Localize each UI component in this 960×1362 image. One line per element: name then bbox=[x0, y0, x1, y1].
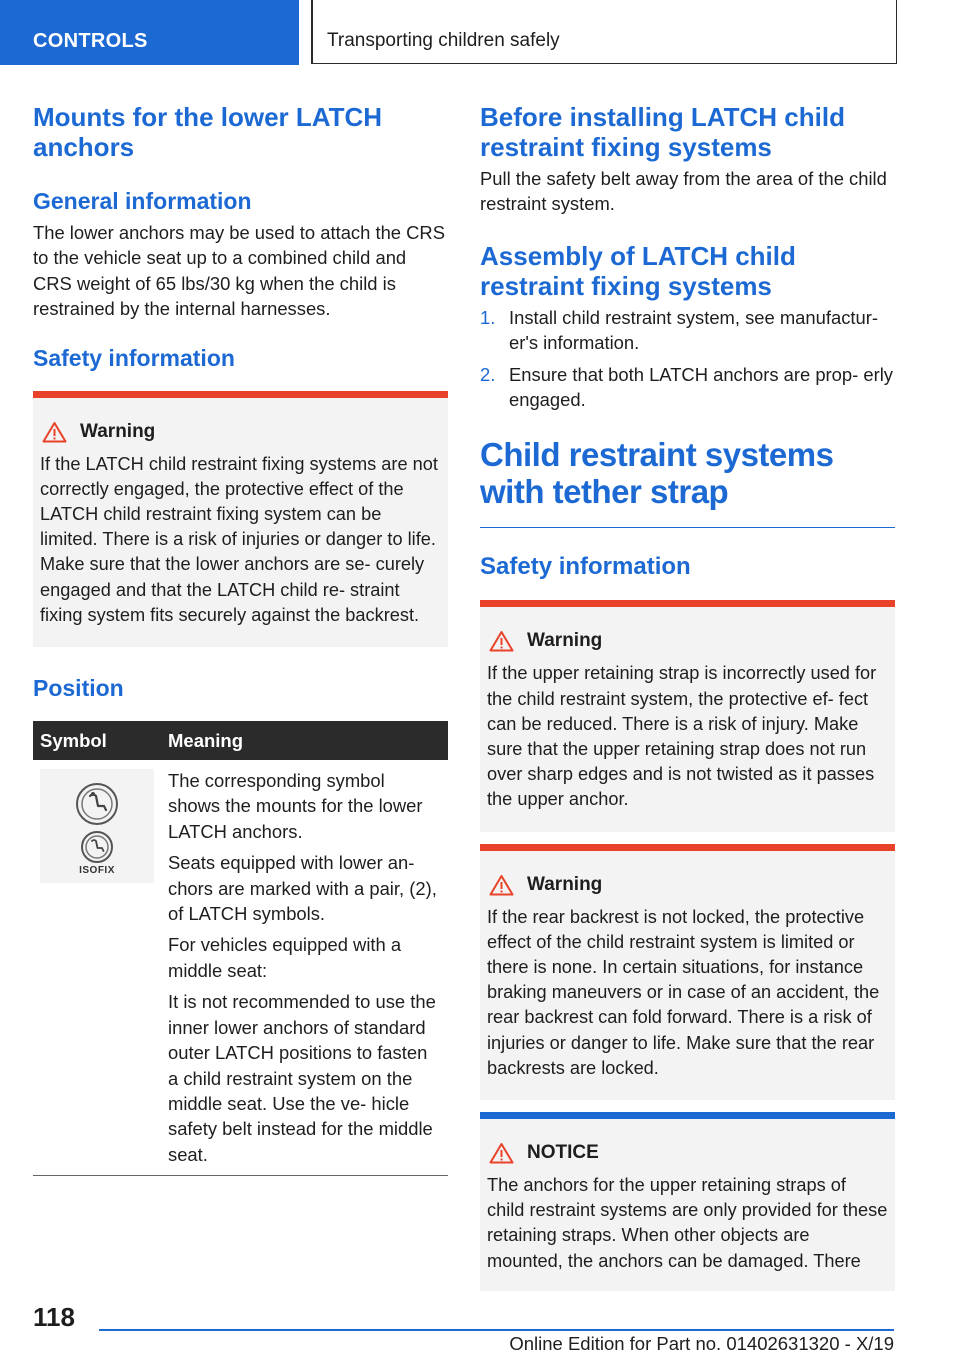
notice-title-text: NOTICE bbox=[527, 1142, 599, 1164]
latch-symbol bbox=[40, 769, 154, 883]
heading-rule bbox=[480, 527, 895, 528]
isofix-label: ISOFIX bbox=[79, 865, 115, 877]
warning-text: If the upper retaining strap is incorrectly used for the child restraint system, the protective ef‐ fect can be reduced. There is a risk of injury. Make sure that the upper retaining strap does not run over sharp edges and is not twisted as it passes the upper anchor. bbox=[487, 663, 877, 810]
warning-title-text: Warning bbox=[80, 420, 156, 442]
before-installing-text: Pull the safety belt away from the area of the child restraint system. bbox=[480, 168, 887, 215]
meaning-cell bbox=[161, 760, 448, 1176]
table-header-meaning: Meaning bbox=[161, 721, 448, 760]
tether-heading: Child restraint systems with tether strap bbox=[480, 436, 834, 511]
warning-title bbox=[40, 420, 441, 444]
table-header-symbol: Symbol bbox=[33, 721, 161, 760]
safety-info-heading: Safety information bbox=[33, 344, 235, 371]
section-tab bbox=[0, 0, 299, 65]
warning-triangle-icon bbox=[489, 630, 514, 652]
meaning-paragraph: It is not recommended to use the inner lower anchors of standard outer LATCH positions to fasten a child restraint system on the middle seat. Use the ve‐ hicle safety belt instead for the middle seat. bbox=[168, 991, 436, 1165]
position-heading: Position bbox=[33, 675, 124, 702]
list-item bbox=[480, 305, 895, 356]
step-text: Ensure that both LATCH anchors are prop‐ erly engaged. bbox=[509, 363, 894, 411]
before-installing-heading: Before installing LATCH child restraint fixing systems bbox=[480, 102, 845, 162]
warning-text: If the rear backrest is not locked, the protective effect of the child restraint system is limited or there is none. In certain situations, for instance braking maneuvers or in case of an accident, the rear backrest can fold forward. There is a risk of injuries or danger to life. Make sure that the rear backrests are locked. bbox=[487, 906, 880, 1078]
general-info-text: The lower anchors may be used to attach the CRS to the vehicle seat up to a combined child and CRS weight of 65 lbs/30 kg when the child is restrained by the internal harnesses. bbox=[33, 222, 445, 320]
section-tab-label: CONTROLS bbox=[33, 30, 148, 52]
warning-title-text: Warning bbox=[527, 873, 603, 895]
chapter-tab-label: Transporting children safely bbox=[327, 30, 560, 51]
notice-title bbox=[487, 1141, 888, 1165]
warning-title-text: Warning bbox=[527, 630, 603, 652]
general-info-heading: General information bbox=[33, 188, 252, 214]
warning-box bbox=[480, 600, 895, 831]
assembly-steps bbox=[480, 305, 895, 413]
symbol-table bbox=[33, 721, 448, 1176]
warning-title bbox=[487, 629, 888, 653]
page-number: 118 bbox=[33, 1302, 75, 1332]
step-number: 1. bbox=[480, 306, 496, 328]
warning-box bbox=[33, 391, 448, 647]
notice-box bbox=[480, 1112, 895, 1291]
symbol-cell bbox=[33, 760, 161, 1176]
warning-triangle-icon bbox=[489, 874, 514, 896]
left-column bbox=[33, 102, 448, 1176]
meaning-paragraph: The corresponding symbol shows the mounts for the lower LATCH anchors. bbox=[168, 770, 423, 842]
tether-safety-heading: Safety information bbox=[480, 553, 691, 581]
notice-triangle-icon bbox=[489, 1142, 514, 1164]
mounts-heading: Mounts for the lower LATCH anchors bbox=[33, 102, 383, 162]
table-row bbox=[33, 760, 448, 1176]
warning-text: If the LATCH child restraint fixing systems are not correctly engaged, the protective effect of the LATCH child restraint fixing system can be limited. There is a risk of injuries or danger to life. Make sure that the lower anchors are se‐ curely engaged and that the LATCH child re‐ straint fixing system fits securely against the backrest. bbox=[40, 453, 438, 625]
chapter-tab bbox=[311, 0, 897, 64]
step-text: Install child restraint system, see manufactur‐ er's information. bbox=[509, 306, 878, 354]
step-number: 2. bbox=[480, 363, 496, 385]
list-item bbox=[480, 362, 895, 413]
footer-rule bbox=[99, 1329, 894, 1331]
meaning-paragraph: For vehicles equipped with a middle seat: bbox=[168, 934, 402, 981]
warning-triangle-icon bbox=[42, 421, 67, 443]
edition-footer: Online Edition for Part no. 01402631320 - X/19 bbox=[509, 1333, 894, 1354]
notice-text: The anchors for the upper retaining straps of child restraint systems are only provided for these retaining straps. When other objects are mounted, the anchors can be damaged. There bbox=[487, 1175, 888, 1271]
warning-box bbox=[480, 844, 895, 1100]
right-column bbox=[480, 102, 895, 1291]
meaning-paragraph: Seats equipped with lower an‐ chors are marked with a pair, (2), of LATCH symbols. bbox=[168, 852, 437, 925]
warning-title bbox=[487, 873, 888, 897]
assembly-heading: Assembly of LATCH child restraint fixing systems bbox=[480, 240, 796, 301]
